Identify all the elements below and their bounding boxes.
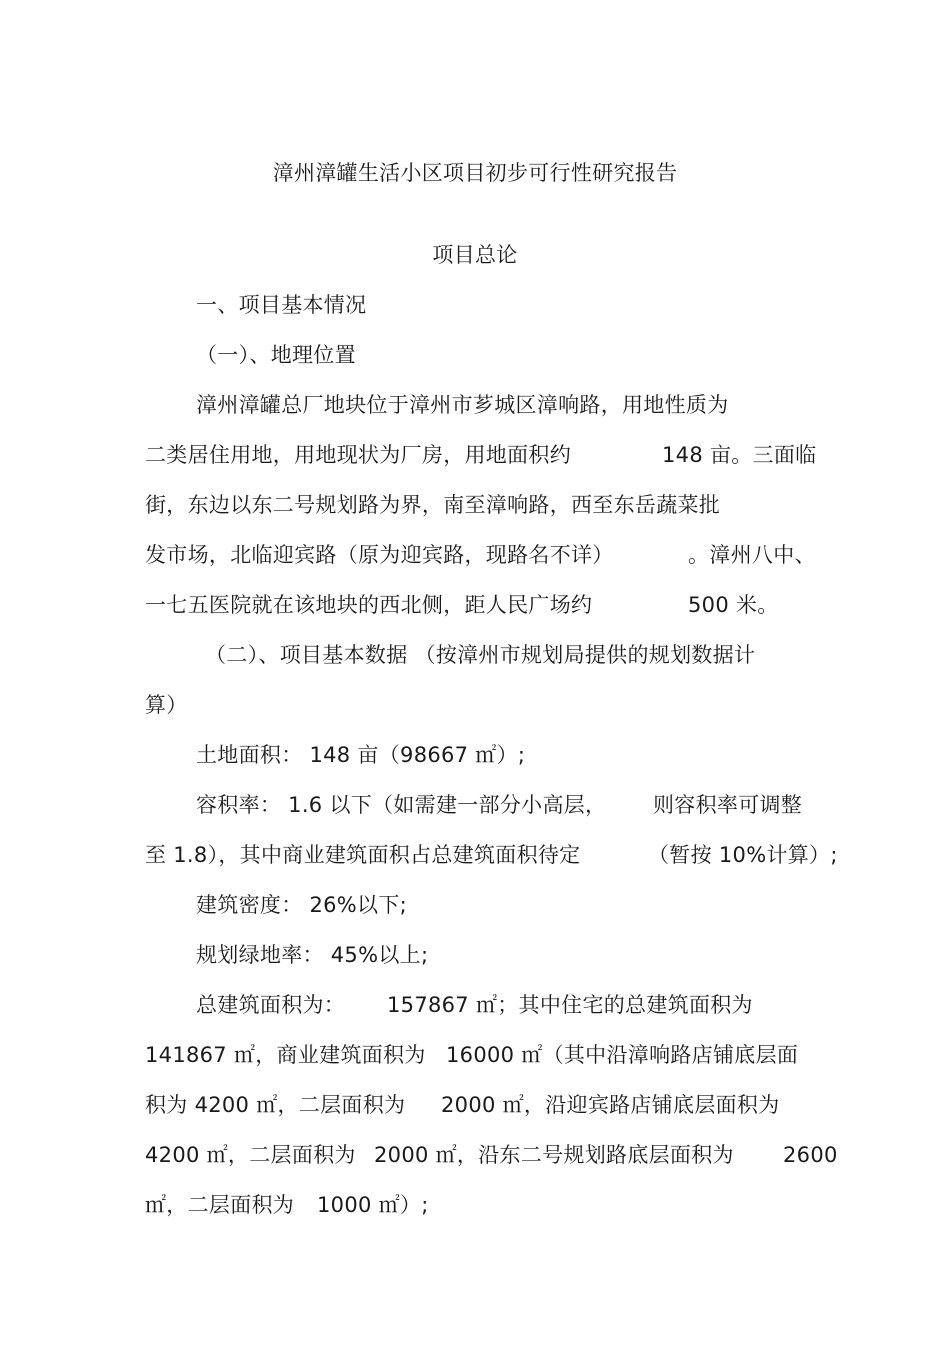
- plot-ratio-line-fragment: （暂按 10%计算）;: [648, 843, 838, 867]
- total-area-line: 积为 4200 ㎡，二层面积为: [145, 1093, 406, 1117]
- chapter-heading: 一、项目基本情况: [196, 293, 367, 317]
- paragraph-line: 漳州漳罐总厂地块位于漳州市芗城区漳响路，用地性质为: [196, 393, 729, 417]
- total-area-line-fragment: 2600: [783, 1143, 838, 1167]
- paragraph-line-fragment: 148 亩。三面临: [662, 443, 817, 467]
- paragraph-line-fragment: 500 米。: [688, 593, 779, 617]
- total-area-line-fragment: 1000 ㎡）;: [317, 1193, 429, 1217]
- subsection-heading-basic-data-cont: 算）: [145, 693, 188, 717]
- section-heading: 项目总论: [432, 243, 518, 267]
- plot-ratio-line-fragment: 则容积率可调整: [653, 793, 803, 817]
- total-area-line: 4200 ㎡，二层面积为: [145, 1143, 356, 1167]
- total-area-line: 141867 ㎡，商业建筑面积为: [145, 1043, 426, 1067]
- plot-ratio-line: 至 1.8），其中商业建筑面积占总建筑面积待定: [145, 843, 581, 867]
- paragraph-line: 二类居住用地，用地现状为厂房，用地面积约: [145, 443, 571, 467]
- document-title: 漳州漳罐生活小区项目初步可行性研究报告: [272, 161, 678, 185]
- land-area-line: 土地面积： 148 亩（98667 ㎡）;: [196, 743, 526, 767]
- green-ratio-line: 规划绿地率： 45%以上;: [196, 943, 429, 967]
- paragraph-line: 街，东边以东二号规划路为界，南至漳响路，西至东岳蔬菜批: [145, 493, 721, 517]
- paragraph-line: 一七五医院就在该地块的西北侧，距人民广场约: [145, 593, 593, 617]
- total-area-line: ㎡，二层面积为: [145, 1193, 295, 1217]
- subsection-heading-basic-data: （二）、项目基本数据 （按漳州市规划局提供的规划数据计: [205, 643, 756, 667]
- subsection-heading-location: （一）、地理位置: [196, 343, 356, 367]
- building-density-line: 建筑密度： 26%以下;: [196, 893, 408, 917]
- plot-ratio-line: 容积率： 1.6 以下（如需建一部分小高层，: [196, 793, 607, 817]
- total-area-line-fragment: 16000 ㎡（其中沿漳响路店铺底层面: [446, 1043, 799, 1067]
- total-area-line: 总建筑面积为：: [196, 993, 346, 1017]
- total-area-line-fragment: 2000 ㎡，沿东二号规划路底层面积为: [374, 1143, 734, 1167]
- paragraph-line-fragment: 。漳州八中、: [688, 543, 816, 567]
- total-area-line-fragment: 2000 ㎡，沿迎宾路店铺底层面积为: [441, 1093, 780, 1117]
- paragraph-line: 发市场，北临迎宾路（原为迎宾路，现路名不详）: [145, 543, 614, 567]
- total-area-line-fragment: 157867 ㎡；其中住宅的总建筑面积为: [387, 993, 753, 1017]
